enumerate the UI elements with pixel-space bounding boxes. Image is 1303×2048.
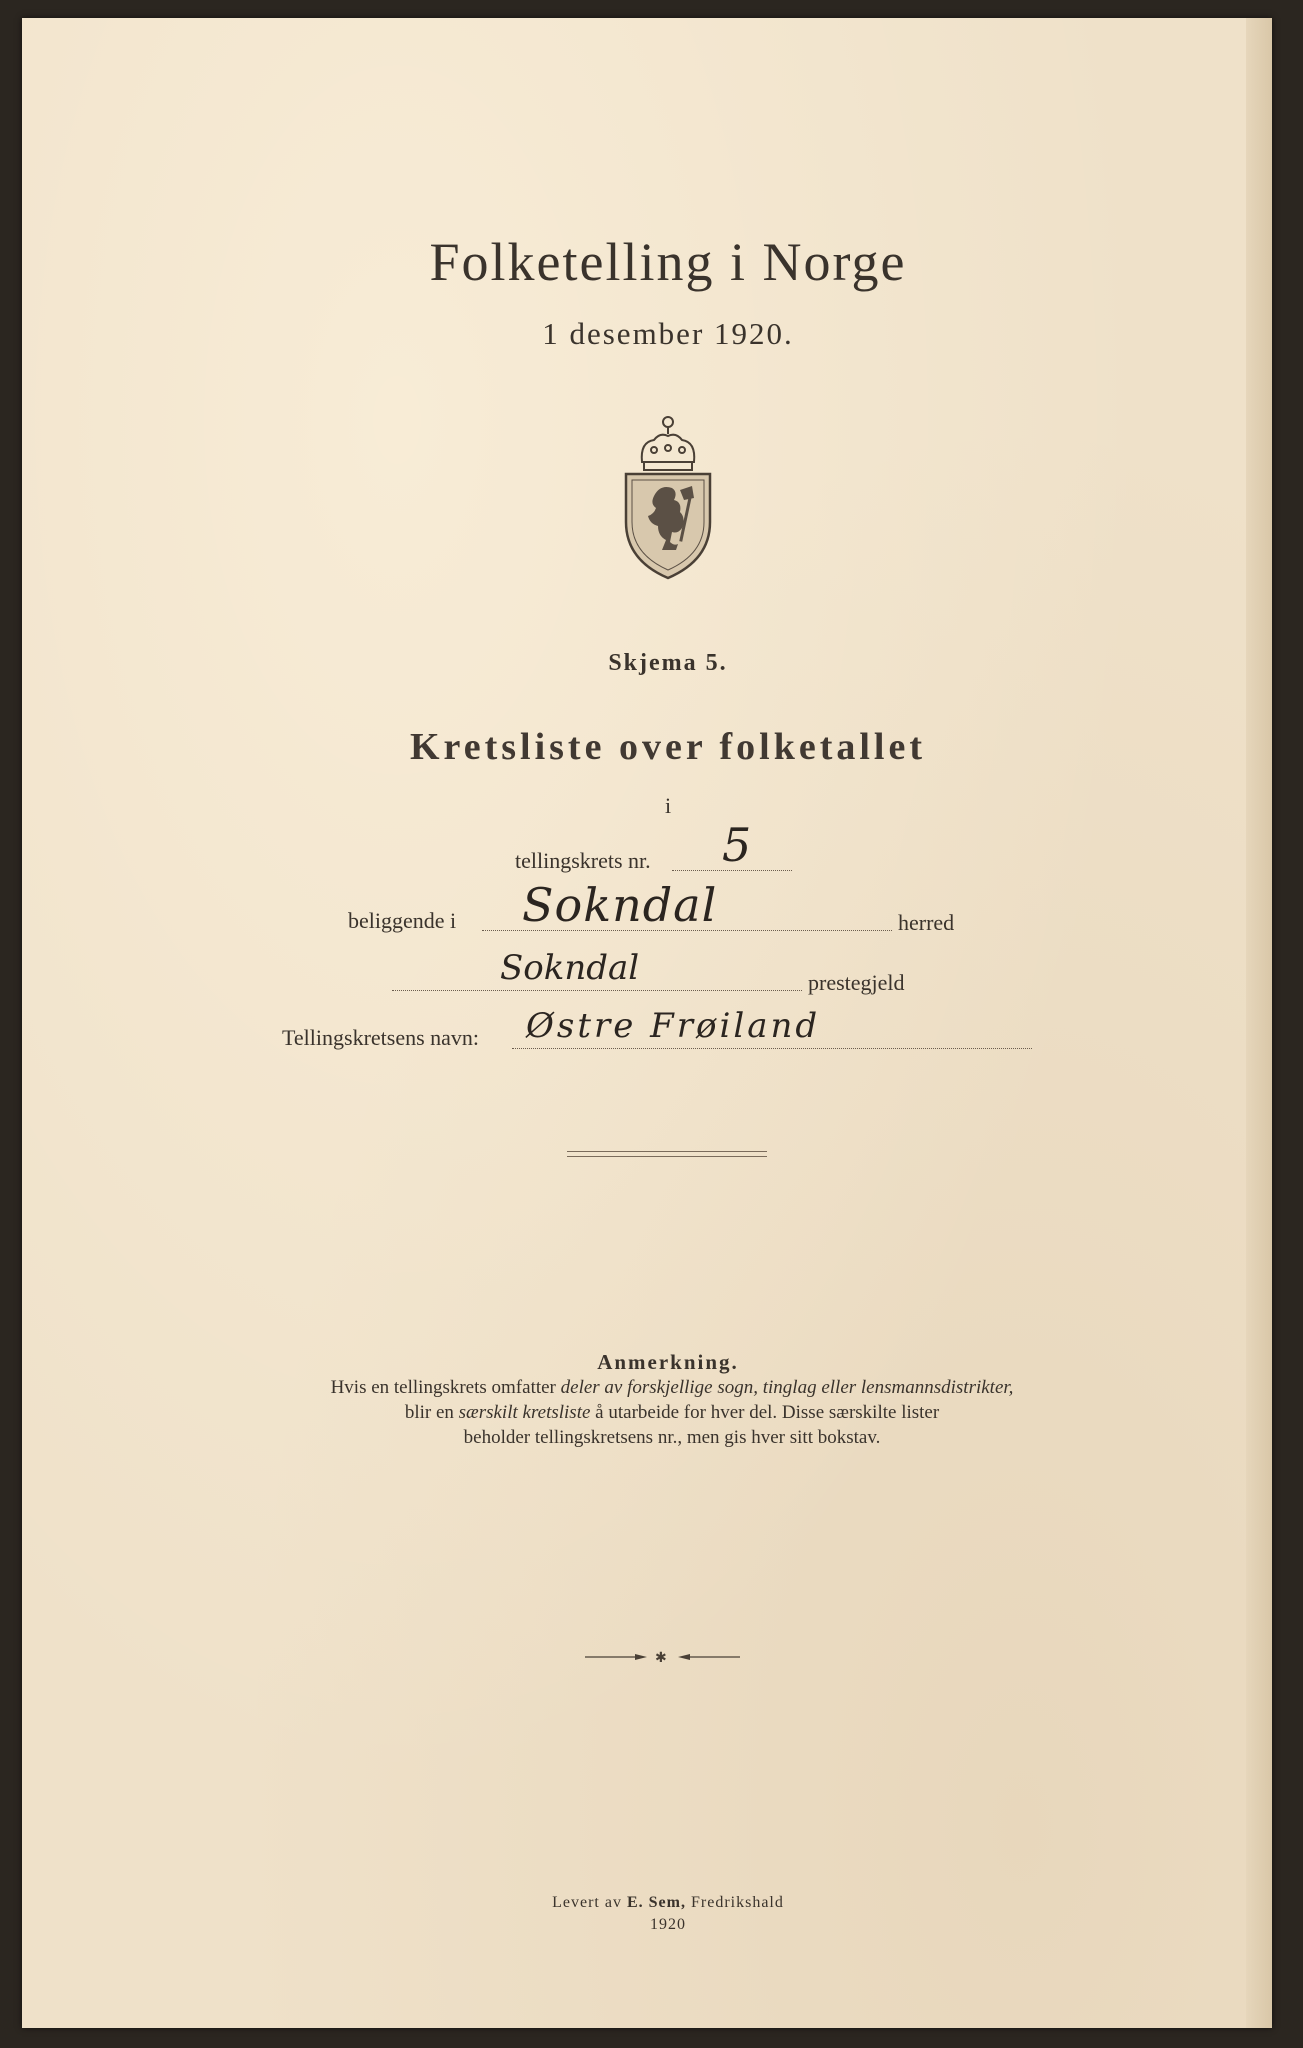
note-line-2-text: blir en <box>404 1402 459 1423</box>
note-line-1-emphasis: deler av forskjellige sogn, tinglag eller lensmannsdistrikter, <box>560 1377 1014 1398</box>
tellingskrets-label: tellingskrets nr. <box>515 848 651 873</box>
ornament-divider-icon <box>585 1650 740 1664</box>
municipality-name: Sokndal <box>522 878 718 932</box>
form-heading: Kretsliste over folketallet <box>409 726 927 768</box>
connector-word: i <box>664 793 672 818</box>
district-name-dotted-line <box>512 1048 1032 1049</box>
note-heading: Anmerkning. <box>597 1350 739 1374</box>
census-form-page <box>22 18 1272 2028</box>
norway-coat-of-arms-icon <box>620 412 716 582</box>
divider-rule <box>567 1151 767 1157</box>
note-line-1 <box>232 1376 1112 1400</box>
prestegjeld-dotted-line <box>392 990 802 991</box>
beliggende-label: beliggende i <box>348 908 457 933</box>
document-title: Folketelling i Norge <box>429 232 907 292</box>
printer-name: E. Sem, <box>626 1894 686 1911</box>
district-name: Østre Frøiland <box>526 1006 821 1046</box>
note-line-1-text: Hvis en tellingskrets omfatter <box>330 1377 561 1398</box>
tellingskrets-number: 5 <box>722 818 752 872</box>
herred-label: herred <box>898 910 955 935</box>
prestegjeld-label: prestegjeld <box>808 970 905 995</box>
district-name-label: Tellingskretsens navn: <box>282 1025 480 1050</box>
svg-text:✱: ✱ <box>655 1650 667 1664</box>
note-line-2 <box>232 1401 1112 1425</box>
note-line-3: beholder tellingskretsens nr., men gis hver sitt bokstav. <box>463 1427 881 1448</box>
printer-place: Fredrikshald <box>685 1894 784 1911</box>
note-line-2-suffix: å utarbeide for hver del. Disse særskilte lister <box>590 1402 940 1423</box>
document-date: 1 desember 1920. <box>542 316 794 351</box>
schema-number: Skjema 5. <box>608 650 728 676</box>
parish-name: Sokndal <box>500 948 640 988</box>
printer-credit <box>22 1894 1303 1912</box>
printer-year: 1920 <box>650 1916 686 1933</box>
note-line-2-emphasis: særskilt kretsliste <box>458 1402 591 1423</box>
printer-prefix: Levert av <box>552 1894 627 1911</box>
